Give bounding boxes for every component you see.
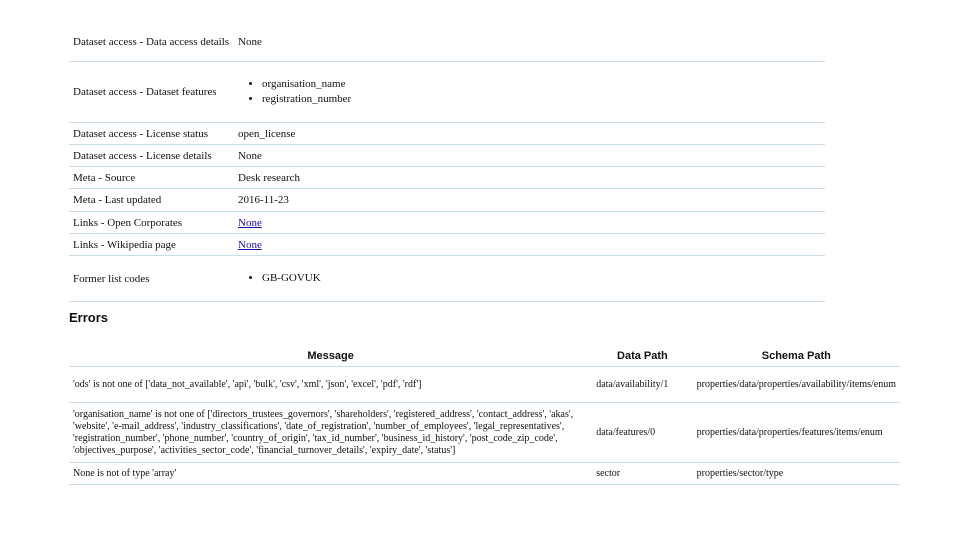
meta-row-source	[69, 167, 825, 189]
data-path-header: Data Path	[592, 346, 692, 367]
list-item: • organisation_name	[262, 77, 821, 92]
features-list	[238, 77, 821, 107]
error-data-path: data/availability/1	[592, 367, 692, 403]
list-item: • registration_number	[262, 92, 821, 107]
error-schema-path: properties/data/properties/availability/items/enum	[693, 367, 900, 403]
meta-row-former-list-codes	[69, 256, 825, 302]
metadata-table	[69, 35, 825, 302]
meta-key: Dataset access - Data access details	[69, 40, 234, 62]
errors-table	[69, 346, 900, 485]
table-row	[69, 403, 900, 463]
meta-value: None	[234, 145, 825, 167]
meta-value: Desk research	[234, 167, 825, 189]
error-message: 'organisation_name' is not one of ['directors_trustees_governors', 'shareholders', 'registered_address', 'contact_address', 'akas', 'website', 'e-mail_address', 'industry_classifications', 'date_of_registration', 'number_of_employees', 'legal_representatives', 'registration_number', 'phone_number', 'country_of_origin', 'tax_id_number', 'business_id_history', 'post_code_zip_code', 'objectives_purpose', 'activities_sector_code', 'financial_turnover_details', 'expiry_date', 'status']	[69, 403, 592, 463]
errors-heading: Errors	[69, 310, 109, 325]
meta-key: Meta - Last updated	[69, 189, 234, 212]
schema-path-header: Schema Path	[693, 346, 900, 367]
error-message: None is not of type 'array'	[69, 463, 592, 485]
meta-key: Dataset access - Dataset features	[69, 62, 234, 123]
meta-row-wikipedia	[69, 234, 825, 256]
meta-row-dataset-features	[69, 62, 825, 123]
meta-value: 2016-11-23	[234, 189, 825, 212]
meta-row-license-details	[69, 145, 825, 167]
error-schema-path: properties/data/properties/features/items/enum	[693, 403, 900, 463]
meta-key: Links - Open Corporates	[69, 212, 234, 234]
wikipedia-link[interactable]: None	[238, 238, 262, 251]
error-schema-path: properties/sector/type	[693, 463, 900, 485]
former-codes-list	[238, 271, 821, 286]
open-corporates-link[interactable]: None	[238, 216, 262, 229]
meta-row-data-access-details	[69, 40, 825, 62]
meta-row-license-status	[69, 123, 825, 145]
meta-value	[234, 212, 825, 234]
error-message: 'ods' is not one of ['data_not_available', 'api', 'bulk', 'csv', 'xml', 'json', 'excel', 'pdf', 'rdf']	[69, 367, 592, 403]
error-data-path: data/features/0	[592, 403, 692, 463]
table-row	[69, 463, 900, 485]
meta-key: Links - Wikipedia page	[69, 234, 234, 256]
list-item: • GB-GOVUK	[262, 271, 821, 286]
meta-key: Dataset access - License details	[69, 145, 234, 167]
meta-value	[234, 234, 825, 256]
meta-key: Meta - Source	[69, 167, 234, 189]
meta-key: Dataset access - License status	[69, 123, 234, 145]
meta-row-open-corporates	[69, 212, 825, 234]
meta-key: Former list codes	[69, 256, 234, 302]
error-data-path: sector	[592, 463, 692, 485]
meta-value: open_license	[234, 123, 825, 145]
errors-header-row	[69, 346, 900, 367]
table-row	[69, 367, 900, 403]
meta-value: None	[234, 40, 825, 62]
meta-value	[234, 62, 825, 123]
message-header: Message	[69, 346, 592, 367]
meta-row-last-updated	[69, 189, 825, 212]
meta-value	[234, 256, 825, 302]
